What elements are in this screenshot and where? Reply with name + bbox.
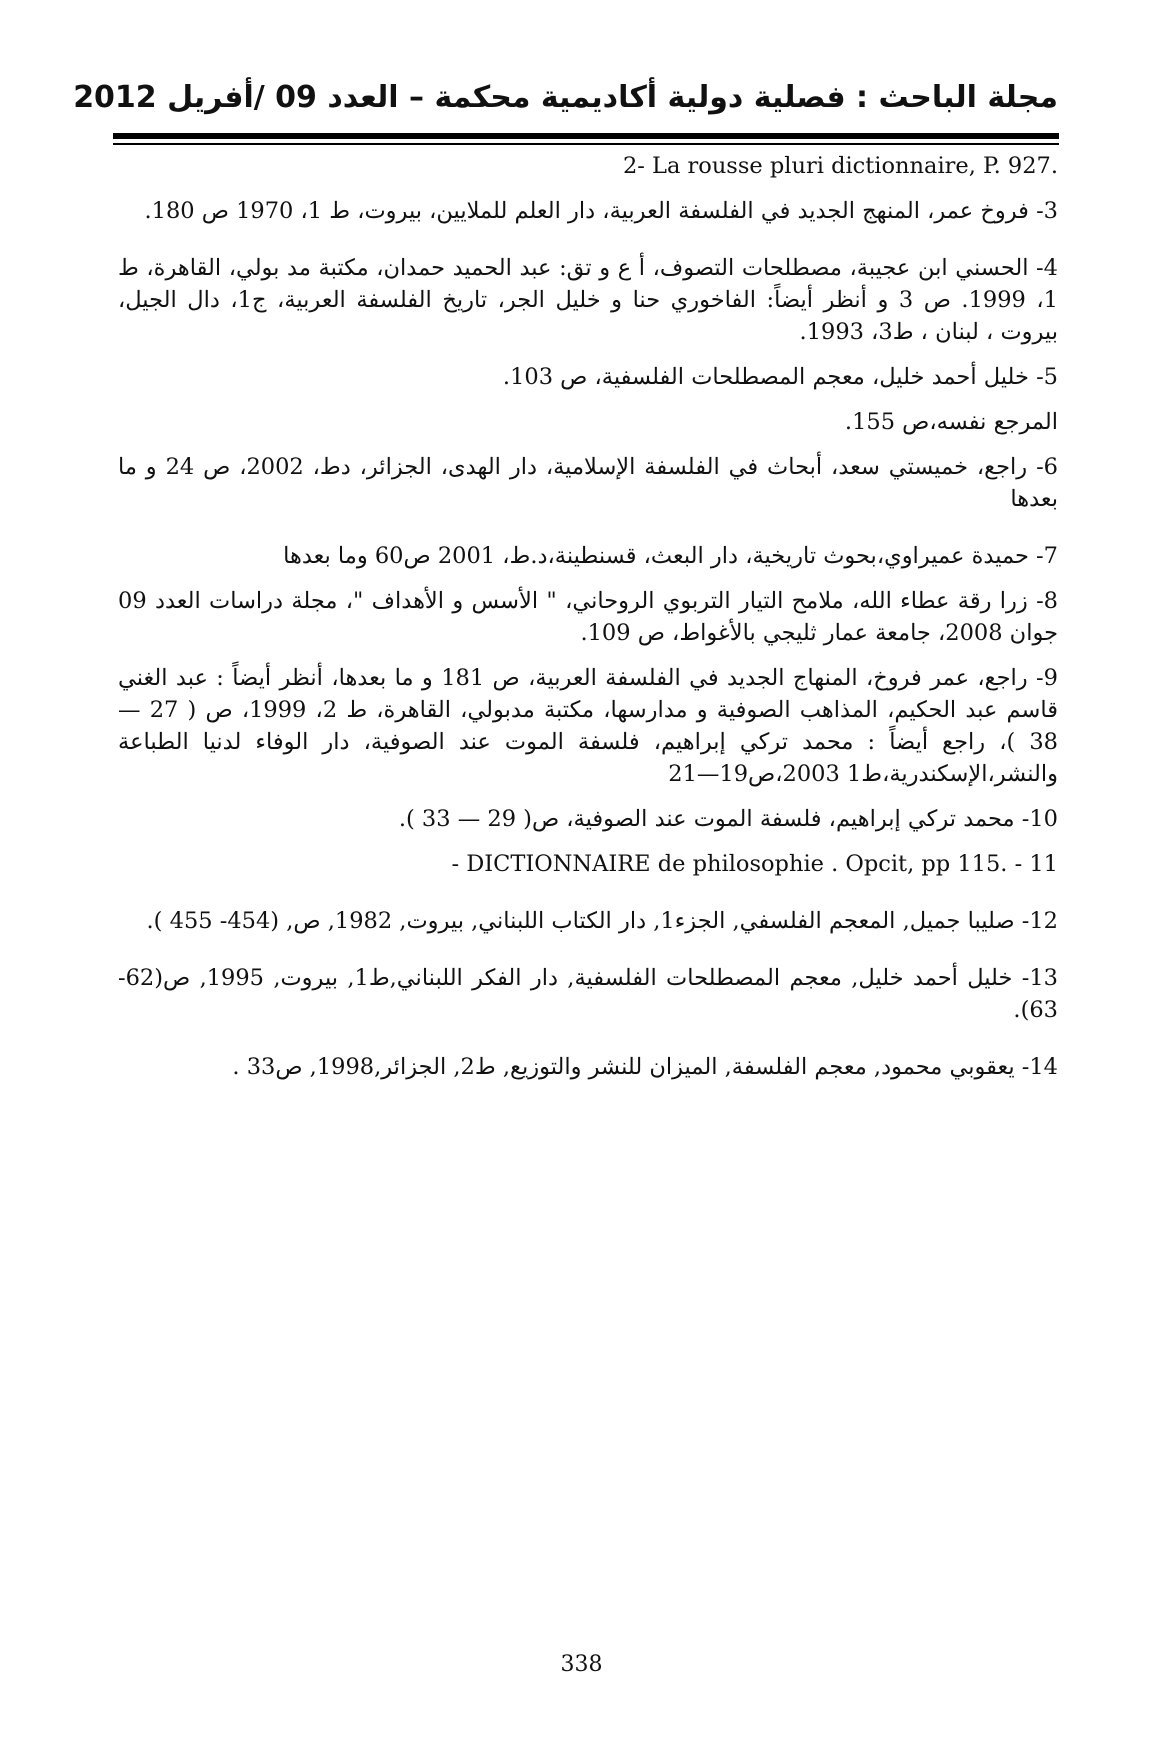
footnote-6: 6- راجع، خميستي سعد، أبحاث في الفلسفة الإسلامية، دار الهدى، الجزائر، دط، 2002، ص 24 و ما بعدها xyxy=(118,454,1058,512)
footnote-10: 10- محمد تركي إبراهيم، فلسفة الموت عند الصوفية، ص( 29 — 33 ). xyxy=(398,806,1058,832)
footnote-9: 9- راجع، عمر فروخ، المنهاج الجديد في الفلسفة العربية، ص 181 و ما بعدها، أنظر أيضاً : عبد الغني قاسم عبد الحكيم، المذاهب الصوفية و مدارسها، مكتبة مدبولي، القاهرة، ط 2، 1999، ص ( 27 — 38 )، راجع أيضاً : محمد تركي إبراهيم، فلسفة الموت عند الصوفية، دار الوفاء لدنيا الطباعة والنشر،الإسكندرية،ط1 2003،ص19—21 xyxy=(118,665,1058,787)
footnote-11: - DICTIONNAIRE de philosophie . Opcit, pp 115. - 11 xyxy=(451,851,1058,877)
footnote-8: 8- زرا رقة عطاء الله، ملامح التيار التربوي الروحاني، " الأسس و الأهداف "، مجلة دراسات العدد 09 جوان 2008، جامعة عمار ثليجي بالأغواط، ص 109. xyxy=(118,588,1058,646)
page-number: 338 xyxy=(560,1652,603,1677)
header-rule-thick xyxy=(113,133,1059,139)
footnote-14: 14- يعقوبي محمود, معجم الفلسفة, الميزان للنشر والتوزيع, ط2, الجزائر,1998, ص33 . xyxy=(232,1054,1058,1080)
footnotes-list xyxy=(118,150,1058,1108)
footnote-3: 3- فروخ عمر، المنهج الجديد في الفلسفة العربية، دار العلم للملايين، بيروت، ط 1، 1970 ص 180. xyxy=(144,198,1058,224)
journal-header: مجلة الباحث : فصلية دولية أكاديمية محكمة – العدد 09 /أفريل 2012 xyxy=(73,80,1058,115)
footnote-12: 12- صليبا جميل, المعجم الفلسفي, الجزء1, دار الكتاب اللبناني, بيروت, 1982, ص, (454- 455 ). xyxy=(146,908,1058,934)
footnote-4: 4- الحسني ابن عجيبة، مصطلحات التصوف، أ ع و تق: عبد الحميد حمدان، مكتبة مد بولي، القاهرة، ط 1، 1999. ص 3 و أنظر أيضاً: الفاخوري حنا و خليل الجر، تاريخ الفلسفة العربية، ج1، دال الجيل، بيروت ، لبنان ، ط3، 1993. xyxy=(118,255,1058,345)
footnote-7: 7- حميدة عميراوي،بحوث تاريخية، دار البعث، قسنطينة،د.ط، 2001 ص60 وما بعدها xyxy=(283,543,1058,569)
header-rule-thin xyxy=(113,143,1059,145)
footnote-13: 13- خليل أحمد خليل, معجم المصطلحات الفلسفية, دار الفكر اللبناني,ط1, بيروت, 1995, ص(62-63). xyxy=(118,965,1058,1023)
footnote-ibid: المرجع نفسه،ص 155. xyxy=(844,409,1058,435)
footnote-2: 2- La rousse pluri dictionnaire, P. 927. xyxy=(622,153,1058,179)
footnote-5: 5- خليل أحمد خليل، معجم المصطلحات الفلسفية، ص 103. xyxy=(502,364,1058,390)
